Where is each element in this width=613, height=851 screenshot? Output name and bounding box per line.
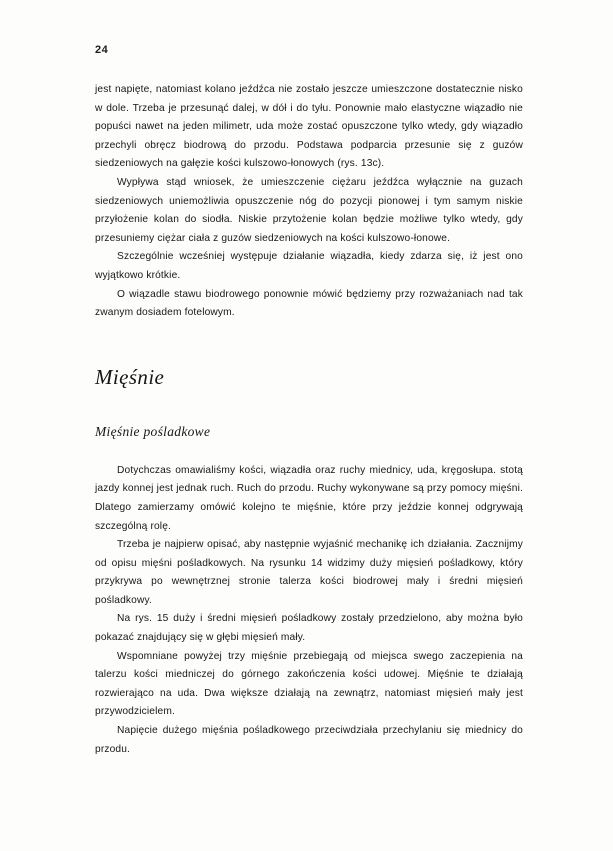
paragraph: Na rys. 15 duży i średni mięsień pośladkowy zostały przedzielono, aby można było pokazać znajdujący się w głębi mięsień mały. <box>95 613 523 644</box>
paragraph: Szczególnie wcześniej występuje działanie wiązadła, kiedy zdarza się, iż jest ono wyjątkowo krótkie. <box>95 251 523 281</box>
page-number: 24 <box>95 44 109 56</box>
paragraph: jest napięte, natomiast kolano jeźdźca nie zostało jeszcze umieszczone dostatecznie nisko w dole. Trzeba je przesunąć dalej, w dół i do tyłu. Ponownie mało elastyczne wiązadło nie popuści nawet na jeden milimetr, uda może zostać opuszczone tylko wtedy, gdy wiązadło przechyli obręcz biodrową do przodu. Podstawa podparcia przesunie się z guzów siedzeniowych na gałęzie kości kulszowo-łonowych (rys. 13c). <box>95 84 523 170</box>
paragraph: Wspomniane powyżej trzy mięśnie przebiegają od miejsca swego zaczepienia na talerzu kości miedniczej do górnego zakończenia kości udowej. Mięśnie te działają rozwierająco na uda. Dwa większe działają na zewnątrz, natomiast mięsień mały jest przywodzicielem. <box>95 650 523 718</box>
paragraph: O wiązadle stawu biodrowego ponownie mówić będziemy przy rozważaniach nad tak zwanym dosiadem fotelowym. <box>95 288 523 319</box>
section-heading: Mięśnie <box>95 364 165 389</box>
page-content <box>95 44 523 759</box>
paragraph: Trzeba je najpierw opisać, aby następnie wyjaśnić mechanikę ich działania. Zacznijmy od opisu mięśni pośladkowych. Na rysunku 14 widzimy duży mięsień pośladkowy, który przykrywa po wewnętrznej stronie talerza kości biodrowej mały i średni mięsień pośladkowy. <box>95 539 523 606</box>
paragraph: Wypływa stąd wniosek, że umieszczenie ciężaru jeźdźca wyłącznie na guzach siedzeniowych uniemożliwia opuszczenie nóg do pozycji pionowej i tym samym niskie przyłożenie kolan do siodła. Niskie przytożenie kolan będzie możliwe tylko wtedy, gdy przesuniemy ciężar ciała z guzów siedzeniowych na kości kulszowo-łonowe. <box>95 176 523 244</box>
paragraph: Napięcie dużego mięśnia pośladkowego przeciwdziała przechylaniu się miednicy do przodu. <box>95 725 523 755</box>
subsection-heading: Mięśnie pośladkowe <box>95 423 211 439</box>
paragraph: Dotychczas omawialiśmy kości, wiązadła oraz ruchy miednicy, uda, kręgosłupa. stotą jazdy konnej jest jednak ruch. Ruch do przodu. Ruchy wykonywane są przy pomocy mięśni. Dlatego zamierzamy omówić kolejno te mięśnie, które przy jeździe konnej odgrywają szczególną rolę. <box>95 464 523 532</box>
